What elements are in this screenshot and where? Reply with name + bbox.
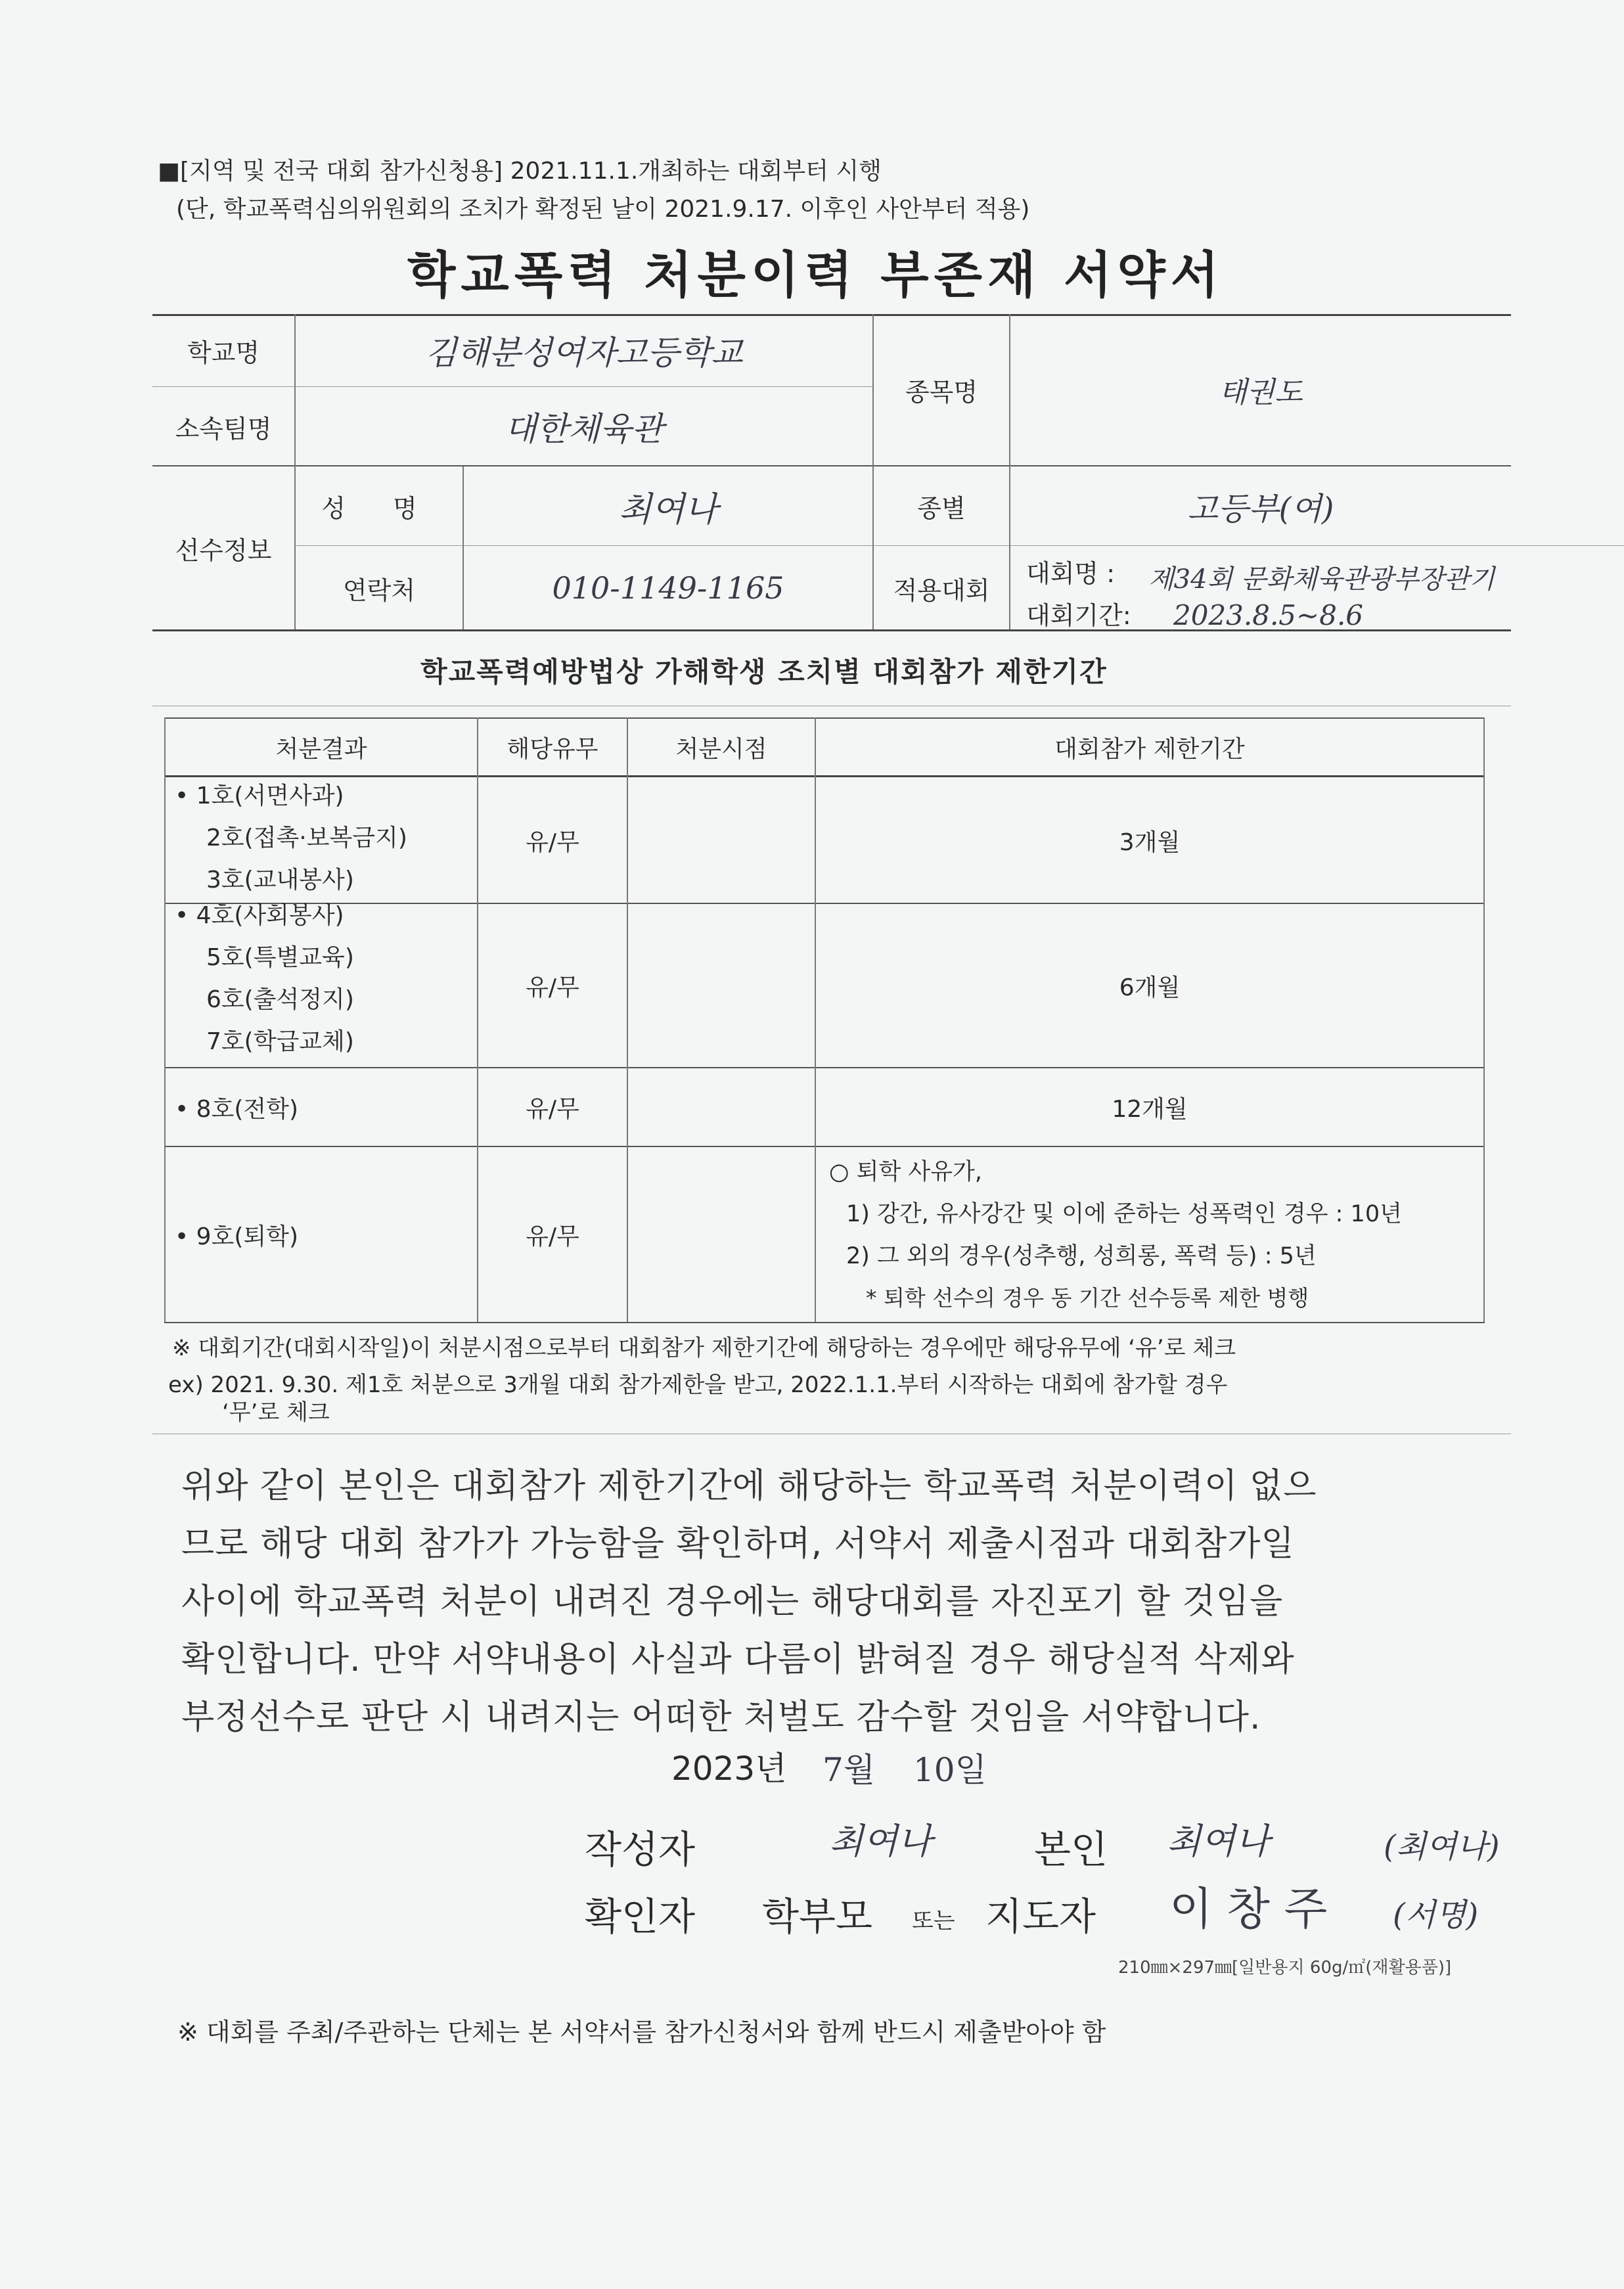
list-item: • 1호(서면사과) <box>175 782 344 809</box>
restriction-table-title: 학교폭력예방법상 가해학생 조치별 대회참가 제한기간 <box>420 656 1108 688</box>
event-name-value: 태권도 <box>1219 376 1303 409</box>
competition-period-value: 2023.8.5~8.6 <box>1173 599 1364 631</box>
date-day: 10일 <box>913 1751 987 1789</box>
parent-label: 학부모 <box>762 1894 873 1939</box>
list-item: 5호(특별교육) <box>206 944 354 971</box>
confirmer-label: 확인자 <box>585 1894 696 1939</box>
date-month: 7월 <box>823 1751 876 1789</box>
col-header-applicable: 해당유무 <box>507 735 598 763</box>
col-header-result: 처분결과 <box>275 735 367 763</box>
list-item: 3호(교내봉사) <box>206 867 354 894</box>
competition-name-value: 제34회 문화체육관광부장관기 <box>1148 564 1495 595</box>
row3-item: • 8호(전학) <box>175 1095 298 1123</box>
player-info-label: 선수정보 <box>175 535 272 565</box>
competition-name-label: 대회명 : <box>1026 559 1116 588</box>
list-item: 6호(출석정지) <box>206 986 354 1013</box>
writer-label: 작성자 <box>585 1827 696 1872</box>
list-item: 2호(접촉·보복금지) <box>206 825 407 851</box>
pledge-text <box>181 1457 1317 1746</box>
coach-signature: (서명) <box>1393 1897 1479 1934</box>
competition-period-label: 대회기간: <box>1026 601 1131 630</box>
list-item: 7호(학급교체) <box>206 1028 354 1055</box>
row3-answer: 유/무 <box>526 1095 579 1123</box>
row1-items <box>175 775 407 901</box>
row2-answer: 유/무 <box>526 974 579 1001</box>
row4-item: • 9호(퇴학) <box>175 1223 298 1250</box>
or-label: 또는 <box>912 1908 955 1934</box>
row3-period: 12개월 <box>1112 1095 1188 1123</box>
contact-label: 연락처 <box>342 576 416 605</box>
col-header-restriction-period: 대회참가 제한기간 <box>1054 735 1245 763</box>
footer-note: ※ 대회를 주최/주관하는 단체는 본 서약서를 참가신청서와 함께 반드시 제출받아야 함 <box>177 2018 1106 2047</box>
pledge-line: 부정선수로 판단 시 내려지는 어떠한 처벌도 감수할 것임을 서약합니다. <box>181 1698 1261 1737</box>
list-item: • 4호(사회봉사) <box>175 902 344 929</box>
competition-label: 적용대회 <box>893 576 990 605</box>
row1-answer: 유/무 <box>526 828 579 856</box>
row2-period: 6개월 <box>1119 974 1181 1001</box>
period-line: 2) 그 외의 경우(성추행, 성희롱, 폭력 등) : 5년 <box>846 1243 1317 1269</box>
self-label: 본인 <box>1034 1827 1108 1872</box>
row4-answer: 유/무 <box>526 1223 579 1250</box>
note-2: ex) 2021. 9.30. 제1호 처분으로 3개월 대회 참가제한을 받고, 2022.1.1.부터 시작하는 대회에 참가할 경우 <box>168 1372 1228 1398</box>
contact-value: 010-1149-1165 <box>552 570 784 606</box>
period-line: ○ 퇴학 사유가, <box>829 1159 982 1185</box>
row2-items <box>175 895 354 1063</box>
pledge-line: 위와 같이 본인은 대회참가 제한기간에 해당하는 학교폭력 처분이력이 없으 <box>181 1466 1317 1506</box>
self-value: 최여나 <box>1167 1821 1270 1862</box>
note-1: ※ 대회기간(대회시작일)이 처분시점으로부터 대회참가 제한기간에 해당하는 경우에만 해당유무에 ‘유’로 체크 <box>172 1335 1236 1361</box>
player-name-value: 최여나 <box>618 489 718 530</box>
pledge-line: 사이에 학교폭력 처분이 내려진 경우에는 해당대회를 자진포기 할 것임을 <box>181 1582 1284 1621</box>
document-title: 학교폭력 처분이력 부존재 서약서 <box>407 246 1225 304</box>
coach-label: 지도자 <box>985 1894 1096 1939</box>
event-name-label: 종목명 <box>905 377 978 407</box>
team-name-label: 소속팀명 <box>175 414 272 443</box>
self-signature: (최여나) <box>1384 1828 1500 1865</box>
pledge-line: 확인합니다. 만약 서약내용이 사실과 다름이 밝혀질 경우 해당실적 삭제와 <box>181 1640 1295 1679</box>
division-value: 고등부(여) <box>1187 490 1334 528</box>
coach-value: 이 창 주 <box>1169 1884 1328 1936</box>
writer-value: 최여나 <box>829 1821 932 1862</box>
col-header-disposition-time: 처분시점 <box>675 735 767 763</box>
division-label: 종별 <box>917 493 966 523</box>
pledge-line: 므로 해당 대회 참가가 가능함을 확인하며, 서약서 제출시점과 대회참가일 <box>181 1524 1295 1564</box>
note-3: ‘무’로 체크 <box>222 1399 330 1426</box>
row1-period: 3개월 <box>1119 828 1181 856</box>
paper-spec: 210㎜×297㎜[일반용지 60g/㎡(재활용품)] <box>1118 1958 1452 1978</box>
period-line: * 퇴학 선수의 경우 동 기간 선수등록 제한 병행 <box>866 1285 1309 1311</box>
player-name-label: 성 명 <box>321 493 437 523</box>
date-year: 2023년 <box>671 1750 787 1788</box>
header-line-2: (단, 학교폭력심의위원회의 조치가 확정된 날이 2021.9.17. 이후인 사안부터 적용) <box>176 196 1030 223</box>
row4-period <box>829 1151 1402 1319</box>
header-line-1: ■[지역 및 전국 대회 참가신청용] 2021.11.1.개최하는 대회부터 시행 <box>158 158 882 185</box>
period-line: 1) 강간, 유사강간 및 이에 준하는 성폭력인 경우 : 10년 <box>846 1201 1402 1227</box>
school-name-value: 김해분성여자고등학교 <box>425 334 743 372</box>
school-name-label: 학교명 <box>187 338 260 367</box>
team-name-value: 대한체육관 <box>505 410 664 448</box>
